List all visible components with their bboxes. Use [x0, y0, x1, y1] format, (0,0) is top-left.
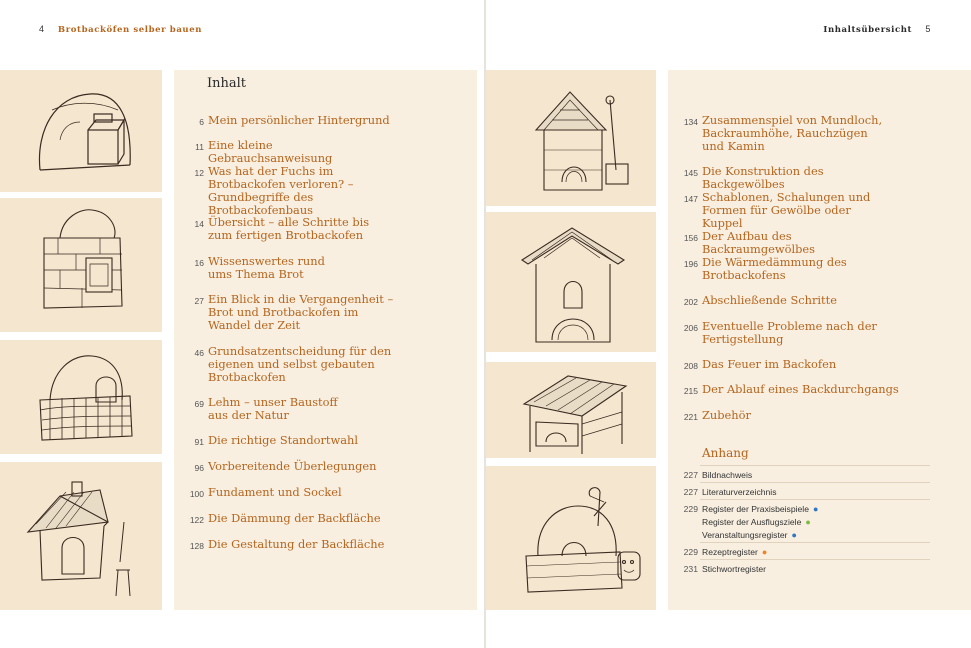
toc-entry[interactable]: [668, 320, 878, 346]
left-running-header: [39, 24, 202, 35]
right-running-header: [823, 24, 931, 35]
toc-entry[interactable]: [174, 460, 414, 473]
left-running-title: Brotbacköfen selber bauen: [57, 25, 202, 35]
toc-title: Was hat der Fuchs im Brotbackofen verloren? – Grundbegriffe des Brotbackofenbaus: [208, 164, 354, 217]
toc-title: Der Aufbau des Backraumgewölbes: [702, 229, 815, 256]
appendix-heading: Anhang: [702, 446, 749, 460]
appendix-title: Stichwortregister: [702, 564, 766, 574]
toc-page-number: 12: [194, 168, 204, 178]
toc-entry[interactable]: [174, 114, 394, 127]
appendix-page-number: 227: [683, 470, 698, 480]
appendix-entry[interactable]: [668, 487, 777, 497]
toc-page-number: 11: [195, 142, 204, 152]
toc-page-number: 128: [189, 541, 204, 551]
toc-page-number: 27: [194, 296, 204, 306]
appendix-entry[interactable]: [668, 530, 797, 540]
toc-title: Die Dämmung der Backfläche: [208, 511, 381, 525]
toc-entry[interactable]: [174, 538, 414, 551]
toc-title: Das Feuer im Backofen: [702, 357, 837, 371]
toc-entry[interactable]: [668, 409, 908, 422]
toc-title: Übersicht – alle Schritte bis zum fertigen Brotbackofen: [208, 215, 370, 242]
toc-entry[interactable]: [174, 216, 392, 242]
toc-title: Abschließende Schritte: [702, 293, 837, 307]
toc-title: Der Ablauf eines Backdurchgangs: [702, 382, 899, 396]
toc-title: Fundament und Sockel: [208, 485, 342, 499]
green-dot-icon: ●: [805, 517, 811, 527]
toc-page-number: 206: [683, 323, 698, 333]
appendix-title: Veranstaltungsregister: [702, 530, 788, 540]
covered-earth-oven-illustration: [0, 70, 162, 192]
toc-title: Die Konstruktion des Backgewölbes: [702, 164, 824, 191]
appendix-page-number: 227: [683, 487, 698, 497]
toc-entry[interactable]: [668, 256, 858, 282]
toc-page-number: 215: [683, 386, 698, 396]
toc-entry[interactable]: [174, 139, 394, 165]
appendix-title: Bildnachweis: [702, 470, 753, 480]
toc-entry[interactable]: [174, 434, 414, 447]
right-page-number: 5: [925, 24, 931, 34]
roofed-arch-oven-illustration: [486, 212, 656, 352]
orange-dot-icon: ●: [761, 547, 768, 557]
toc-title: Die Wärmedämmung des Brotbackofens: [702, 255, 847, 282]
toc-title: Wissenswertes rund ums Thema Brot: [208, 254, 325, 281]
appendix-divider: [700, 542, 930, 543]
toc-entry[interactable]: [174, 293, 402, 332]
toc-entry[interactable]: [174, 396, 344, 422]
toc-entry[interactable]: [174, 165, 402, 217]
appendix-entry[interactable]: [668, 470, 752, 480]
toc-page-number: 208: [683, 361, 698, 371]
toc-page-number: 14: [194, 219, 204, 229]
toc-entry[interactable]: [174, 345, 394, 384]
left-page-number: 4: [39, 24, 45, 34]
appendix-divider: [700, 499, 930, 500]
oven-house-with-tiled-roof-illustration: [0, 462, 162, 610]
appendix-divider: [700, 482, 930, 483]
appendix-entry[interactable]: [668, 517, 811, 527]
toc-page-number: 91: [194, 437, 204, 447]
toc-entry[interactable]: [668, 383, 908, 396]
toc-page-number: 202: [683, 297, 698, 307]
appendix-page-number: 231: [683, 564, 698, 574]
toc-page-number: 156: [683, 233, 698, 243]
toc-title: Ein Blick in die Vergangenheit – Brot und Brotbackofen im Wandel der Zeit: [208, 292, 394, 332]
toc-page-number: 122: [189, 515, 204, 525]
toc-entry[interactable]: [174, 512, 414, 525]
toc-page-number: 69: [194, 399, 204, 409]
toc-title: Grundsatzentscheidung für den eigenen und selbst gebauten Brotbackofen: [208, 344, 392, 384]
toc-page-number: 145: [683, 168, 698, 178]
dome-oven-with-peel-illustration: [486, 466, 656, 610]
toc-heading: Inhalt: [207, 76, 247, 91]
toc-page-number: 6: [199, 117, 204, 127]
toc-title: Die richtige Standortwahl: [208, 433, 359, 447]
toc-page-number: 134: [683, 117, 698, 127]
toc-title: Eine kleine Gebrauchsanweisung: [208, 138, 333, 165]
toc-title: Vorbereitende Überlegungen: [208, 459, 377, 473]
toc-page-number: 16: [194, 258, 204, 268]
right-running-title: Inhaltsübersicht: [823, 25, 913, 35]
appendix-title: Register der Praxisbeispiele: [702, 504, 809, 514]
appendix-title: Literaturverzeichnis: [702, 487, 777, 497]
toc-entry[interactable]: [668, 165, 908, 191]
toc-page-number: 100: [189, 489, 204, 499]
appendix-divider: [700, 559, 930, 560]
toc-title: Die Gestaltung der Backfläche: [208, 537, 385, 551]
toc-title: Zusammenspiel von Mundloch, Backraumhöhe, Rauchzügen und Kamin: [702, 113, 883, 153]
toc-entry[interactable]: [668, 191, 888, 230]
appendix-page-number: 229: [683, 547, 698, 557]
toc-page-number: 147: [683, 194, 698, 204]
appendix-entry[interactable]: [668, 564, 766, 574]
toc-entry[interactable]: [174, 255, 342, 281]
toc-entry[interactable]: [668, 114, 893, 153]
toc-title: Schablonen, Schalungen und Formen für Gewölbe oder Kuppel: [702, 190, 871, 230]
toc-title: Mein persönlicher Hintergrund: [208, 113, 390, 127]
appendix-page-number: 229: [683, 504, 698, 514]
open-shelter-oven-illustration: [486, 362, 656, 458]
appendix-title: Rezeptregister: [702, 547, 758, 557]
toc-title: Zubehör: [702, 408, 751, 422]
stone-oven-illustration: [0, 198, 162, 332]
appendix-divider: [700, 465, 930, 466]
toc-entry[interactable]: [174, 486, 414, 499]
blue-dot-icon: ●: [813, 504, 819, 514]
toc-page-number: 96: [194, 463, 204, 473]
toc-page-number: 221: [683, 412, 698, 422]
blue-dot-icon: ●: [791, 530, 797, 540]
wicker-dome-oven-illustration: [0, 340, 162, 454]
toc-entry[interactable]: [668, 230, 908, 256]
appendix-entry[interactable]: [668, 547, 767, 557]
toc-page-number: 46: [194, 348, 204, 358]
toc-entry[interactable]: [668, 358, 908, 371]
toc-entry[interactable]: [668, 294, 908, 307]
toc-title: Eventuelle Probleme nach der Fertigstellung: [702, 319, 877, 346]
toc-page-number: 196: [683, 259, 698, 269]
appendix-entry[interactable]: [668, 504, 818, 514]
timber-frame-oven-illustration: [486, 70, 656, 206]
toc-title: Lehm – unser Baustoff aus der Natur: [208, 395, 338, 422]
appendix-title: Register der Ausflugsziele: [702, 517, 802, 527]
